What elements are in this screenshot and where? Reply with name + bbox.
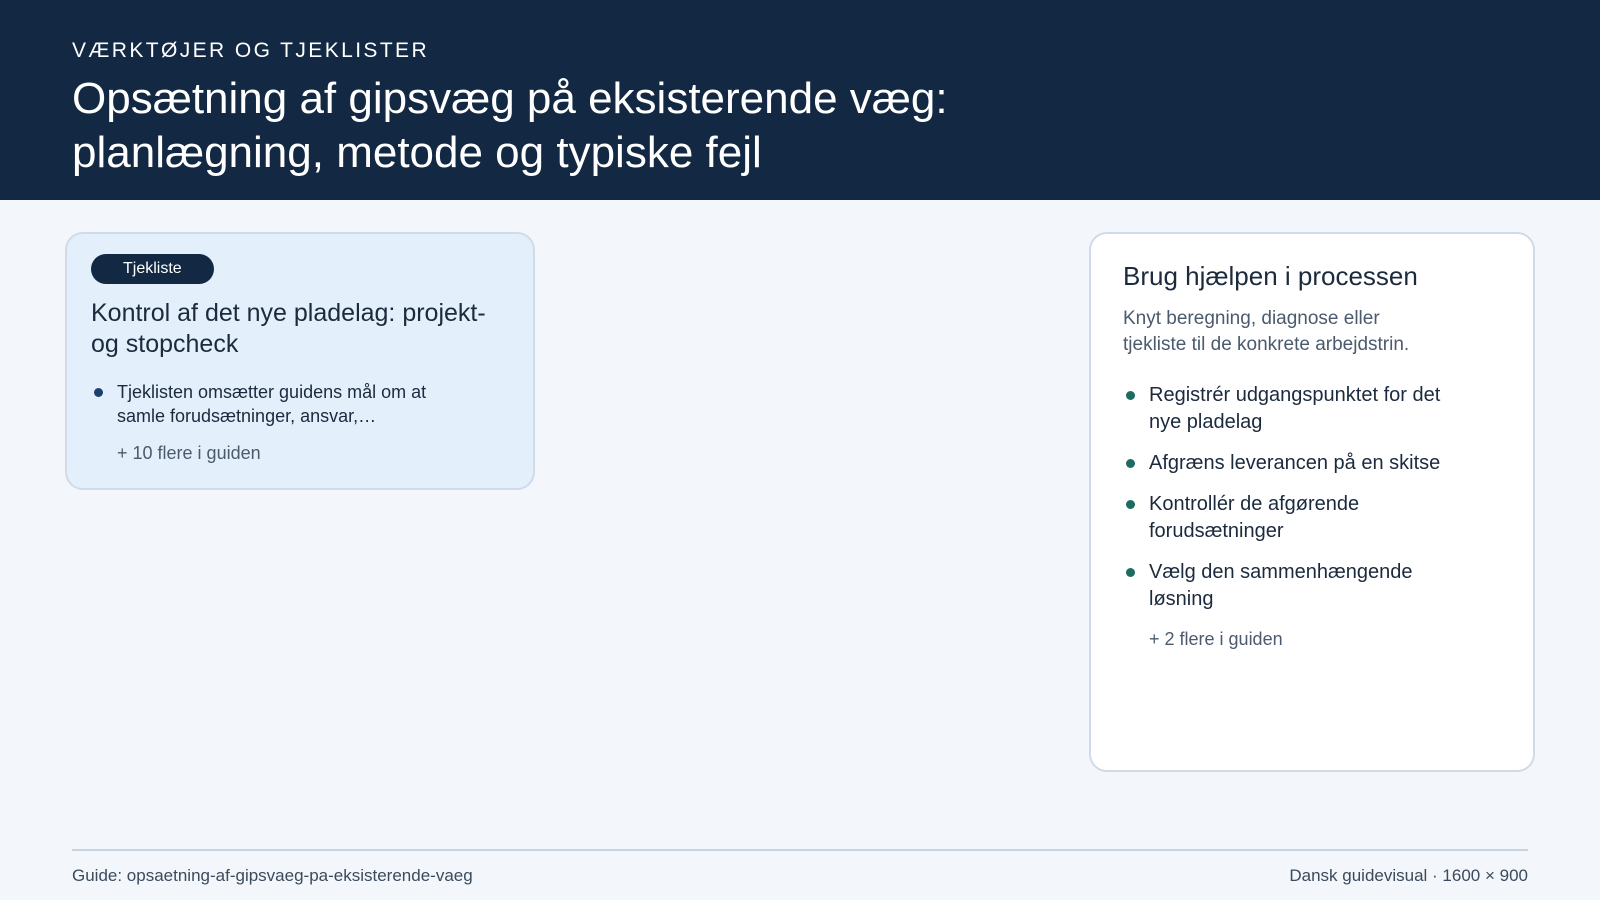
list-item [1123,382,1449,436]
checklist-card-title: Kontrol af det nye pladelag: projekt- og stopcheck [91,299,486,358]
bullet-dot-icon [94,388,103,397]
list-item-text: Vælg den sammenhængende løsning [1149,561,1413,610]
footer-divider [72,849,1528,851]
help-more-link[interactable]: + 2 flere i guiden [1149,629,1283,649]
footer-meta: Dansk guidevisual · 1600 × 900 [1289,866,1528,885]
header-banner [0,0,1600,200]
list-item [1123,559,1449,613]
help-step-list [1123,382,1501,613]
list-item-text: Afgræns leverancen på en skitse [1149,452,1441,474]
list-item-text: Kontrollér de afgørende forudsætninger [1149,493,1360,542]
bullet-dot-icon [1126,568,1135,577]
bullet-dot-icon [1126,391,1135,400]
list-item [1123,450,1449,477]
footer-guide-slug: Guide: opsaetning-af-gipsvaeg-pa-eksisterende-vaeg [72,866,473,885]
checklist-badge: Tjekliste [91,254,214,284]
checklist-list [91,380,509,428]
list-item [91,380,447,428]
list-item-text: Registrér udgangspunktet for det nye pladelag [1149,384,1441,433]
eyebrow-label: VÆRKTØJER OG TJEKLISTER [72,39,430,62]
bullet-dot-icon [1126,500,1135,509]
checklist-card [65,232,535,490]
help-card [1089,232,1535,772]
help-card-title: Brug hjælpen i processen [1123,261,1418,291]
checklist-more-link[interactable]: + 10 flere i guiden [117,443,261,463]
list-item [1123,491,1449,545]
list-item-text: Tjeklisten omsætter guidens mål om at samle forudsætninger, ansvar,… [117,382,427,426]
help-card-description: Knyt beregning, diagnose eller tjekliste til de konkrete arbejdstrin. [1123,308,1410,355]
page-title: Opsætning af gipsvæg på eksisterende væg: planlægning, metode og typiske fejl [72,74,948,177]
bullet-dot-icon [1126,459,1135,468]
